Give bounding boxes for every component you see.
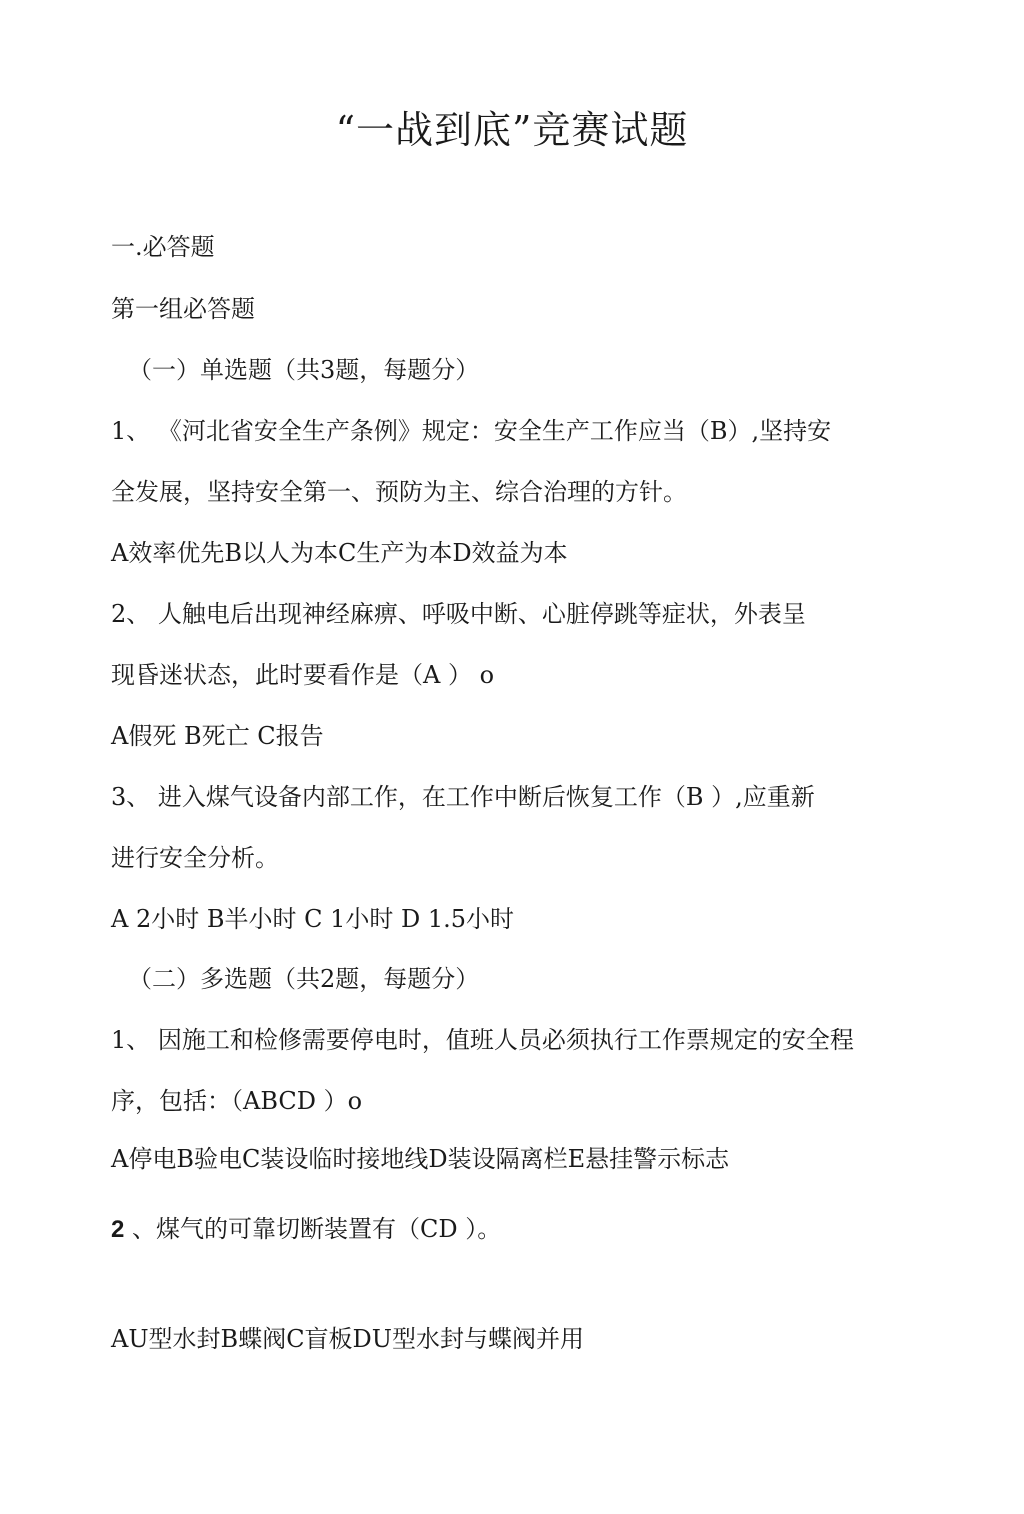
document-title: “一战到底”竞赛试题 bbox=[335, 108, 689, 152]
group-heading: 第一组必答题 bbox=[111, 295, 255, 323]
question-text: 1、 《河北省安全生产条例》规定：安全生产工作应当（B）,坚持安 bbox=[111, 417, 832, 445]
question-text: 序，包括：（ABCD ）o bbox=[111, 1087, 363, 1115]
answer-options: AU型水封B蝶阀C盲板DU型水封与蝶阀并用 bbox=[111, 1325, 585, 1353]
question-text: 现昏迷状态，此时要看作是（A ） o bbox=[111, 661, 495, 689]
question-body: 、煤气的可靠切断装置有（CD ）。 bbox=[124, 1215, 502, 1243]
answer-options: A效率优先B以人为本C生产为本D效益为本 bbox=[111, 539, 568, 567]
question-text: 3、 进入煤气设备内部工作，在工作中断后恢复工作（B ）,应重新 bbox=[111, 783, 815, 811]
answer-options: A假死 B死亡 C报告 bbox=[111, 722, 324, 750]
multi-choice-heading: （二）多选题（共2题，每题分） bbox=[128, 965, 480, 993]
question-number: 2 bbox=[111, 1216, 125, 1243]
section-heading: 一.必答题 bbox=[111, 233, 215, 261]
answer-options: A 2小时 B半小时 C 1小时 D 1.5小时 bbox=[111, 905, 515, 933]
question-text: 2、 人触电后出现神经麻痹、呼吸中断、心脏停跳等症状，外表呈 bbox=[111, 600, 806, 628]
single-choice-heading: （一）单选题（共3题，每题分） bbox=[128, 356, 480, 384]
question-text: 进行安全分析。 bbox=[111, 844, 279, 872]
answer-options: A停电B验电C装设临时接地线D装设隔离栏E悬挂警示标志 bbox=[111, 1145, 730, 1173]
question-text: 全发展，坚持安全第一、预防为主、综合治理的方针。 bbox=[111, 478, 687, 506]
question-text: 1、 因施工和检修需要停电时，值班人员必须执行工作票规定的安全程 bbox=[111, 1026, 854, 1054]
question-text bbox=[111, 1212, 501, 1247]
